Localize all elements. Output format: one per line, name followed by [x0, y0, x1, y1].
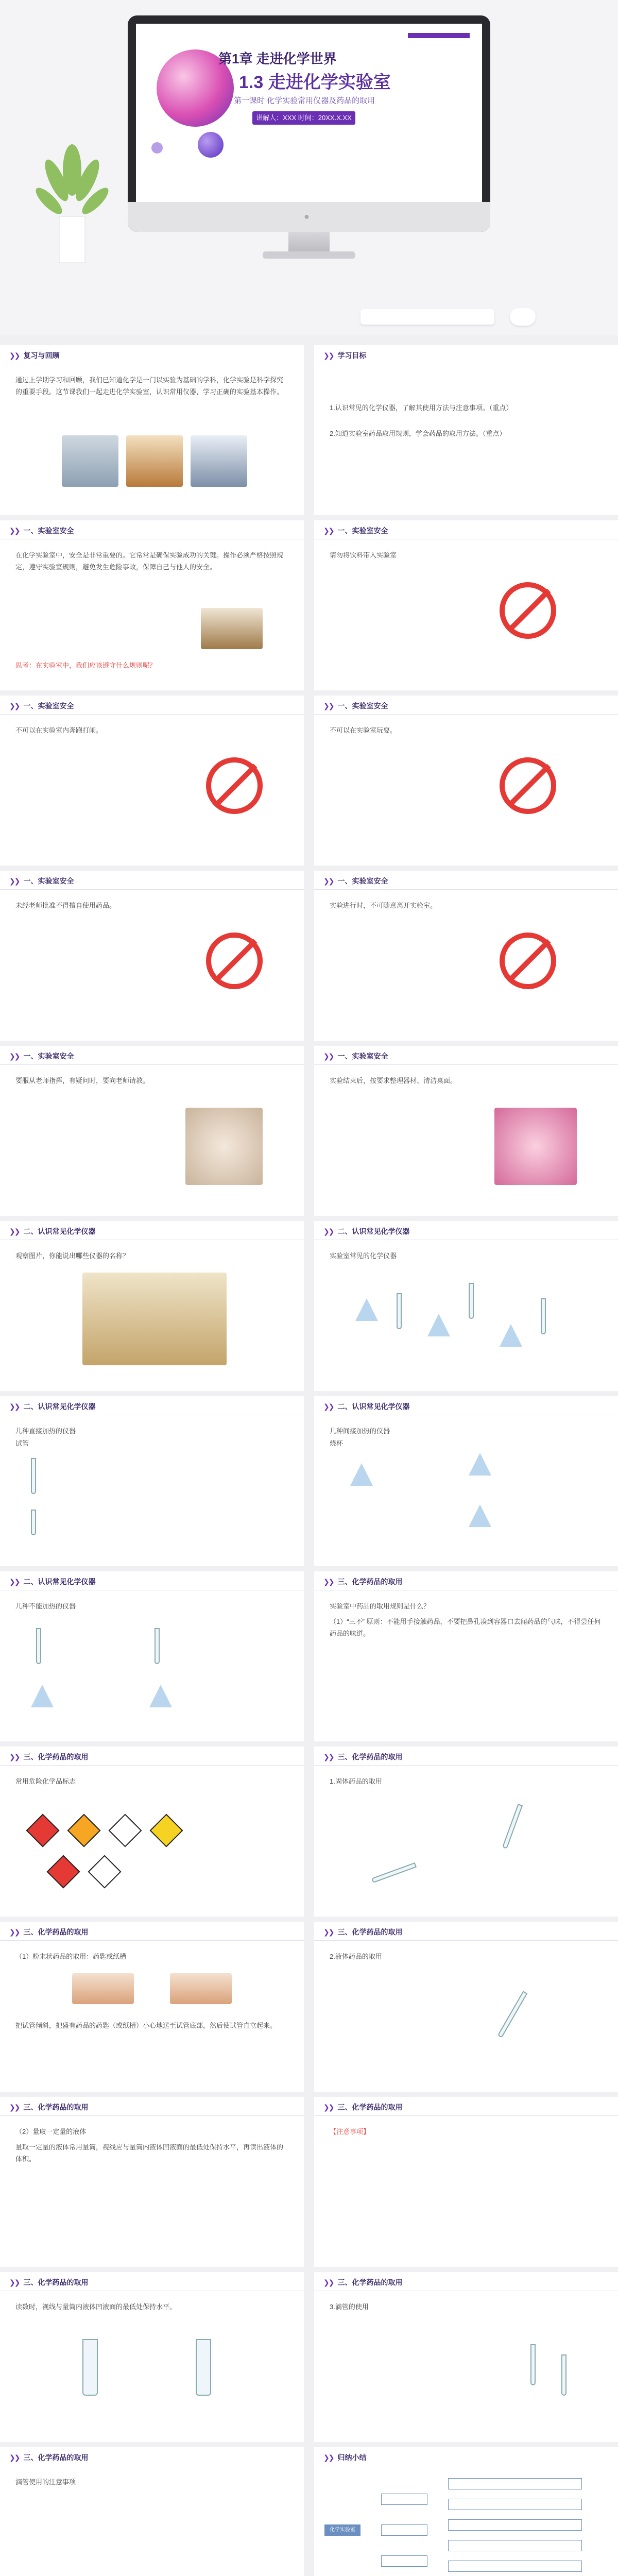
- slide-body: 不可以在实验室玩耍。: [330, 726, 397, 734]
- slide-body-2: （1）“三不” 原则：不能用手接触药品，不要把鼻孔凑到容器口去闻药品的气味，不得尝任何药品的味道。: [330, 1618, 601, 1637]
- slide-title: ❯❯ 一、实验室安全: [9, 877, 74, 885]
- chevron-icon: ❯❯: [323, 1227, 334, 1235]
- divider: [314, 889, 618, 890]
- slide-title: ❯❯ 一、实验室安全: [9, 1052, 74, 1060]
- slide-title: ❯❯ 三、化学药品的取用: [323, 1578, 403, 1586]
- slide-body: 滴管使用的注意事项: [15, 2478, 76, 2486]
- chevron-icon: ❯❯: [9, 1402, 20, 1411]
- cover-tag-bar: [408, 33, 470, 38]
- slide-chemicals-9: [0, 2447, 304, 2576]
- slide-review: [0, 345, 304, 515]
- chevron-icon: ❯❯: [323, 351, 334, 360]
- divider: [314, 1940, 618, 1941]
- chevron-icon: ❯❯: [323, 2453, 334, 2462]
- slide-body: 实验结束后，按要求整理器材、清洁桌面。: [330, 1077, 457, 1084]
- corrosive-icon: [88, 1855, 121, 1888]
- chevron-icon: ❯❯: [323, 1578, 334, 1586]
- slide-chemicals-1: [314, 1571, 618, 1741]
- cylinder-icon: [36, 1628, 41, 1664]
- mindmap-leaf: [448, 2499, 582, 2510]
- divider: [314, 714, 618, 715]
- slide-instruments-2: [314, 1221, 618, 1391]
- lab-photo: [126, 435, 183, 487]
- slide-body: 几种直接加热的仪器: [15, 1427, 76, 1435]
- chevron-icon: ❯❯: [323, 527, 334, 535]
- no-drinks-icon: [500, 582, 556, 639]
- slide-summary: [314, 2447, 618, 2576]
- chevron-icon: ❯❯: [9, 351, 20, 360]
- mindmap-node: [381, 2494, 427, 2505]
- slide-title: ❯❯ 三、化学药品的取用: [323, 1753, 403, 1761]
- divider: [0, 714, 304, 715]
- divider: [0, 2115, 304, 2116]
- chevron-icon: ❯❯: [323, 702, 334, 710]
- slide-safety-3: [0, 696, 304, 866]
- slide-title: ❯❯ 三、化学药品的取用: [323, 2278, 403, 2286]
- oxidizer-icon: [149, 1814, 183, 1847]
- objective-2: 2.知道实验室药品取用规则，学会药品的取用方法。（重点）: [330, 430, 506, 437]
- slide-body: 请勿将饮料带入实验室: [330, 551, 397, 559]
- no-running-icon: [206, 757, 263, 814]
- slide-body: 读数时，视线与量筒内液体凹液面的最低处保持水平。: [15, 2303, 177, 2311]
- chevron-icon: ❯❯: [323, 877, 334, 885]
- test-tube-icon: [371, 1862, 417, 1883]
- monitor-base: [263, 251, 355, 259]
- hand-tube-illustration: [170, 1973, 232, 2004]
- mindmap-leaf: [448, 2540, 582, 2551]
- toxic-icon: [108, 1814, 142, 1847]
- flask-icon: [469, 1453, 491, 1476]
- no-chemicals-icon: [206, 933, 263, 989]
- chevron-icon: ❯❯: [323, 2103, 334, 2111]
- slide-title: ❯❯ 二、认识常见化学仪器: [9, 1578, 96, 1586]
- cover-lesson: 1.3 走进化学实验室: [239, 73, 391, 92]
- slide-title: ❯❯ 三、化学药品的取用: [9, 1753, 89, 1761]
- mindmap-node: [381, 2524, 427, 2536]
- slide-title: ❯❯ 一、实验室安全: [323, 877, 388, 885]
- slide-title: ❯❯ 一、实验室安全: [323, 1052, 388, 1060]
- chevron-icon: ❯❯: [9, 1052, 20, 1060]
- mindmap-node: [381, 2555, 427, 2567]
- slide-body: 几种间接加热的仪器: [330, 1427, 390, 1435]
- cylinder-icon: [82, 2339, 98, 2396]
- slide-body: 实验室中药品的取用规则是什么？: [330, 1602, 431, 1610]
- slide-title: ❯❯ 三、化学药品的取用: [9, 1928, 89, 1936]
- slide-safety-5: [0, 871, 304, 1041]
- instrument-name: 试管: [15, 1439, 29, 1447]
- slide-title: ❯❯ 三、化学药品的取用: [9, 2103, 89, 2111]
- divider: [314, 1765, 618, 1766]
- slide-safety-6: [314, 871, 618, 1041]
- slide-instruments-3: [0, 1396, 304, 1566]
- cover-chapter: 第1章 走进化学世界: [218, 51, 337, 66]
- cylinder-icon: [154, 1628, 160, 1664]
- slide-chemicals-5: [0, 2097, 304, 2267]
- test-tube-icon: [502, 1804, 523, 1849]
- mindmap-root: 化学实验室: [324, 2524, 360, 2536]
- flask-icon: [500, 1324, 522, 1347]
- teacher-illustration: [185, 1108, 263, 1185]
- slide-safety-2: [314, 520, 618, 690]
- slide-title: ❯❯ 二、认识常见化学仪器: [323, 1227, 410, 1235]
- slide-title: ❯❯ 一、实验室安全: [323, 702, 388, 710]
- slide-title: ❯❯ 三、化学药品的取用: [323, 2103, 403, 2111]
- test-tube-icon: [31, 1458, 36, 1494]
- slide-title: ❯❯ 二、认识常见化学仪器: [9, 1402, 96, 1411]
- plant-illustration: [31, 124, 113, 268]
- divider: [0, 1765, 304, 1766]
- chevron-icon: ❯❯: [323, 1052, 334, 1060]
- cleaning-illustration: [494, 1108, 577, 1185]
- apple-icon: ●: [304, 211, 310, 222]
- mindmap-leaf: [448, 2519, 582, 2531]
- chevron-icon: ❯❯: [323, 1402, 334, 1411]
- slide-body: （1）粉末状药品的取用：药匙或纸槽: [15, 1953, 127, 1960]
- notice-heading: 【注意事项】: [330, 2128, 370, 2136]
- slide-chemicals-4: [314, 1922, 618, 2092]
- monitor-chin: [128, 202, 490, 232]
- slide-body: 通过上学期学习和回顾，我们已知道化学是一门以实验为基础的学科，化学实验是科学探究的重要手段。这节课我们一起走进化学实验室，认识常用仪器，学习正确的实验基本操作。: [15, 376, 284, 396]
- cover-slide: [0, 0, 618, 335]
- flask-icon: [427, 1314, 450, 1336]
- slide-body-2: 把试管倾斜，把盛有药品的药匙（或纸槽）小心地送至试管底部，然后使试管直立起来。: [15, 2022, 277, 2029]
- slide-body: 要服从老师指挥，有疑问时，要向老师请教。: [15, 1077, 150, 1084]
- test-tube-icon: [541, 1298, 546, 1334]
- slide-hazard-signs: [0, 1747, 304, 1917]
- flask-icon: [149, 1685, 172, 1707]
- chevron-icon: ❯❯: [9, 2103, 20, 2111]
- chevron-icon: ❯❯: [9, 2453, 20, 2462]
- slide-body: 实验进行时，不可随意离开实验室。: [330, 902, 437, 909]
- slide-safety-8: [314, 1046, 618, 1216]
- slide-body: 未经老师批准不得擅自使用药品。: [15, 902, 116, 909]
- slide-title: ❯❯ 二、认识常见化学仪器: [323, 1402, 410, 1411]
- slide-chemicals-3: [0, 1922, 304, 2092]
- no-playing-icon: [500, 757, 556, 814]
- slide-safety-7: [0, 1046, 304, 1216]
- monitor-stand: [288, 232, 330, 252]
- chevron-icon: ❯❯: [9, 1753, 20, 1761]
- slide-body: （2）量取一定量的液体: [15, 2128, 87, 2136]
- decor-bubble: [151, 142, 163, 154]
- slide-safety-1: [0, 520, 304, 690]
- slide-safety-4: [314, 696, 618, 866]
- slide-chemicals-8: [314, 2272, 618, 2442]
- no-leaving-icon: [500, 933, 556, 989]
- slide-chemicals-2: [314, 1747, 618, 1917]
- lab-photo: [191, 435, 247, 487]
- slide-title: ❯❯ 二、认识常见化学仪器: [9, 1227, 96, 1235]
- flask-icon: [355, 1298, 378, 1321]
- slide-body: 1.固体药品的取用: [330, 1777, 382, 1785]
- chevron-icon: ❯❯: [9, 527, 20, 535]
- decor-bubble: [198, 132, 224, 158]
- test-tube-icon: [397, 1293, 402, 1329]
- slide-body: 常用危险化学品标志: [15, 1777, 76, 1785]
- chevron-icon: ❯❯: [9, 1578, 20, 1586]
- dropper-icon: [530, 2344, 536, 2385]
- cover-screen: [136, 24, 482, 202]
- instrument-name: 烧杯: [330, 1439, 344, 1447]
- objective-1: 1.认识常见的化学仪器，了解其使用方法与注意事项。（重点）: [330, 404, 513, 412]
- cover-subtitle: 第一课时 化学实验常用仪器及药品的取用: [234, 96, 375, 105]
- slide-title: ❯❯ 三、化学药品的取用: [9, 2278, 89, 2286]
- slide-body: 不可以在实验室内奔跑打闹。: [15, 726, 103, 734]
- slide-title: ❯❯ 一、实验室安全: [9, 702, 74, 710]
- test-tube-icon: [497, 1991, 528, 2038]
- slide-chemicals-6: [314, 2097, 618, 2267]
- slide-objectives: [314, 345, 618, 515]
- lab-photo: [62, 435, 118, 487]
- lab-photo: [201, 608, 263, 649]
- cover-presenter: 讲解人：XXX 时间：20XX.X.XX: [252, 111, 355, 125]
- chevron-icon: ❯❯: [9, 702, 20, 710]
- explosive-icon: [67, 1814, 100, 1847]
- slide-body: 几种不能加热的仪器: [15, 1602, 76, 1610]
- flask-icon: [469, 1504, 491, 1527]
- slide-body: 实验室常见的化学仪器: [330, 1252, 397, 1260]
- divider: [0, 1064, 304, 1065]
- chevron-icon: ❯❯: [9, 1928, 20, 1936]
- flammable-solid-icon: [46, 1855, 80, 1888]
- slide-instruments-1: [0, 1221, 304, 1391]
- slide-body: 3.滴管的使用: [330, 2303, 369, 2311]
- keyboard: [360, 309, 494, 325]
- chevron-icon: ❯❯: [9, 877, 20, 885]
- chevron-icon: ❯❯: [9, 1227, 20, 1235]
- slide-body: 2.液体药品的取用: [330, 1953, 382, 1960]
- mindmap-leaf: [448, 2561, 582, 2572]
- mindmap-leaf: [448, 2478, 582, 2489]
- flask-icon: [31, 1685, 54, 1707]
- chevron-icon: ❯❯: [323, 2278, 334, 2286]
- slide-title: ❯❯ 归纳小结: [323, 2453, 367, 2462]
- chevron-icon: ❯❯: [9, 2278, 20, 2286]
- chevron-icon: ❯❯: [323, 1928, 334, 1936]
- slide-title: ❯❯ 一、实验室安全: [9, 527, 74, 535]
- monitor-frame: [128, 15, 490, 232]
- test-tube-icon: [469, 1283, 474, 1319]
- slide-body: 在化学实验室中，安全是非常重要的。它常常是确保实验成功的关键。操作必须严格按照规定，遵守实验室规则，避免发生危险事故，保障自己与他人的安全。: [15, 551, 284, 571]
- slide-body-2: 量取一定量的液体常用量筒，视线应与量筒内液体凹液面的最低处保持水平，再读出液体的体积。: [15, 2143, 284, 2163]
- cylinder-icon: [196, 2339, 211, 2396]
- slide-title: ❯❯ 复习与回顾: [9, 351, 60, 360]
- thinking-question: 思考：在实验室中，我们应该遵守什么规则呢？: [15, 662, 157, 669]
- hand-tube-illustration: [72, 1973, 134, 2004]
- slide-body: 观察图片，你能说出哪些仪器的名称？: [15, 1252, 130, 1260]
- chevron-icon: ❯❯: [323, 1753, 334, 1761]
- mouse: [510, 308, 536, 326]
- divider: [314, 2115, 618, 2116]
- slide-title: ❯❯ 一、实验室安全: [323, 527, 388, 535]
- flammable-icon: [26, 1814, 59, 1847]
- flask-icon: [350, 1463, 373, 1486]
- divider: [0, 1940, 304, 1941]
- slide-instruments-5: [0, 1571, 304, 1741]
- test-tube-icon: [561, 2354, 566, 2396]
- lab-glassware-photo: [82, 1273, 227, 1365]
- divider: [314, 1064, 618, 1065]
- slide-instruments-4: [314, 1396, 618, 1566]
- slide-title: ❯❯ 三、化学药品的取用: [323, 1928, 403, 1936]
- slide-title: ❯❯ 学习目标: [323, 351, 367, 360]
- slide-title: ❯❯ 三、化学药品的取用: [9, 2453, 89, 2462]
- divider: [0, 889, 304, 890]
- test-tube-icon: [31, 1510, 36, 1535]
- slide-chemicals-7: [0, 2272, 304, 2442]
